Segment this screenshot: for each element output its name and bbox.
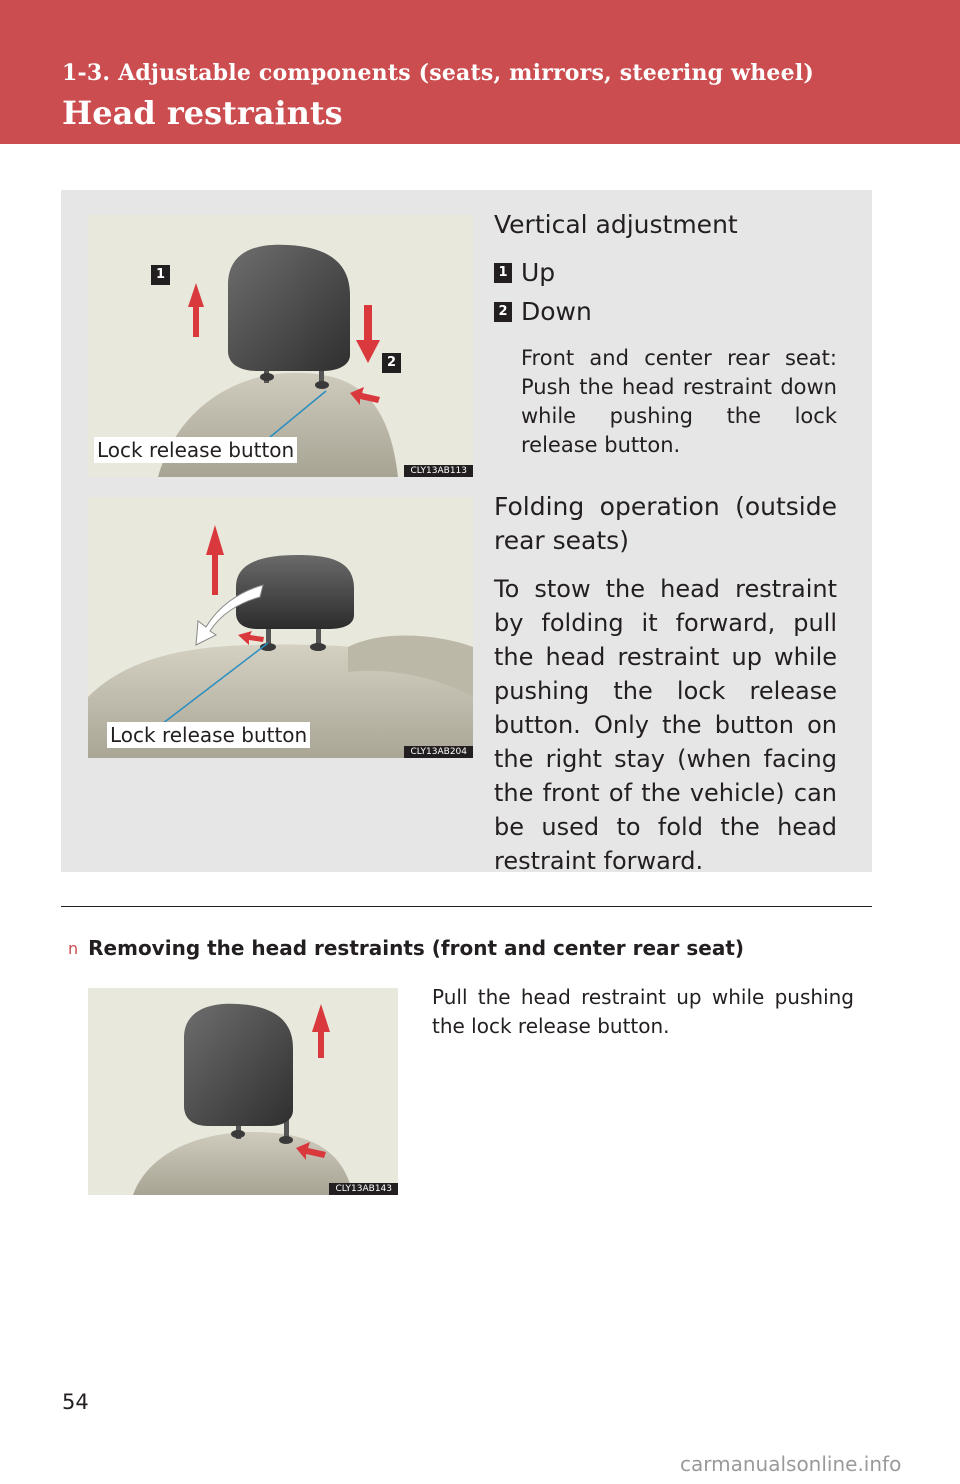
badge-2: 2 bbox=[386, 355, 397, 370]
seat-back-shape bbox=[133, 1132, 353, 1195]
figure-code: CLY13AB113 bbox=[404, 465, 473, 477]
badge-1: 1 bbox=[155, 267, 166, 282]
folding-heading: Folding operation (outside rear seats) bbox=[494, 492, 837, 555]
step-number: 1 bbox=[494, 263, 512, 283]
figure-folding-operation bbox=[88, 497, 473, 758]
step-down bbox=[494, 297, 592, 326]
up-arrow bbox=[188, 283, 204, 337]
figure-removing bbox=[88, 988, 398, 1195]
page-number: 54 bbox=[62, 1390, 89, 1414]
step-up bbox=[494, 258, 555, 287]
lock-release-callout: Lock release button bbox=[94, 437, 297, 463]
folding-illustration bbox=[88, 497, 473, 758]
bullet-marker: n bbox=[68, 938, 79, 958]
step-number: 2 bbox=[494, 302, 512, 322]
vertical-heading: Vertical adjustment bbox=[494, 210, 738, 239]
instruction-panel bbox=[61, 190, 872, 875]
figure-code: CLY13AB204 bbox=[404, 746, 473, 758]
section-title: 1-3. Adjustable components (seats, mirrors, steering wheel) bbox=[62, 60, 814, 86]
headrest-shape bbox=[228, 245, 350, 371]
removing-body: Pull the head restraint up while pushing the lock release button. bbox=[432, 985, 854, 1038]
removing-heading-text: Removing the head restraints (front and center rear seat) bbox=[88, 936, 745, 960]
removing-heading bbox=[68, 936, 744, 960]
lock-release-callout: Lock release button bbox=[107, 722, 310, 748]
up-arrow bbox=[312, 1004, 330, 1058]
headrest-shape bbox=[184, 1004, 293, 1126]
figure-code: CLY13AB143 bbox=[329, 1183, 398, 1195]
page-title: Head restraints bbox=[62, 94, 343, 132]
step-label: Down bbox=[521, 297, 592, 326]
up-arrow bbox=[206, 525, 224, 595]
down-arrow bbox=[356, 305, 380, 363]
step-label: Up bbox=[521, 258, 556, 287]
section-divider bbox=[61, 906, 872, 907]
folding-body: To stow the head restraint by folding it forward, pull the head restraint up while pushing the lock release button. Only the button on the right stay (when facing the front of the vehicle) can be used to fold the head restraint forward. bbox=[494, 575, 837, 875]
push-arrow bbox=[238, 631, 264, 645]
figure-vertical-adjustment bbox=[88, 215, 473, 477]
header-bar bbox=[0, 0, 960, 144]
removing-illustration bbox=[88, 988, 398, 1195]
watermark-text: carmanualsonline.info bbox=[680, 1452, 902, 1476]
vertical-note: Front and center rear seat: Push the head restraint down while pushing the lock release button. bbox=[521, 346, 837, 457]
